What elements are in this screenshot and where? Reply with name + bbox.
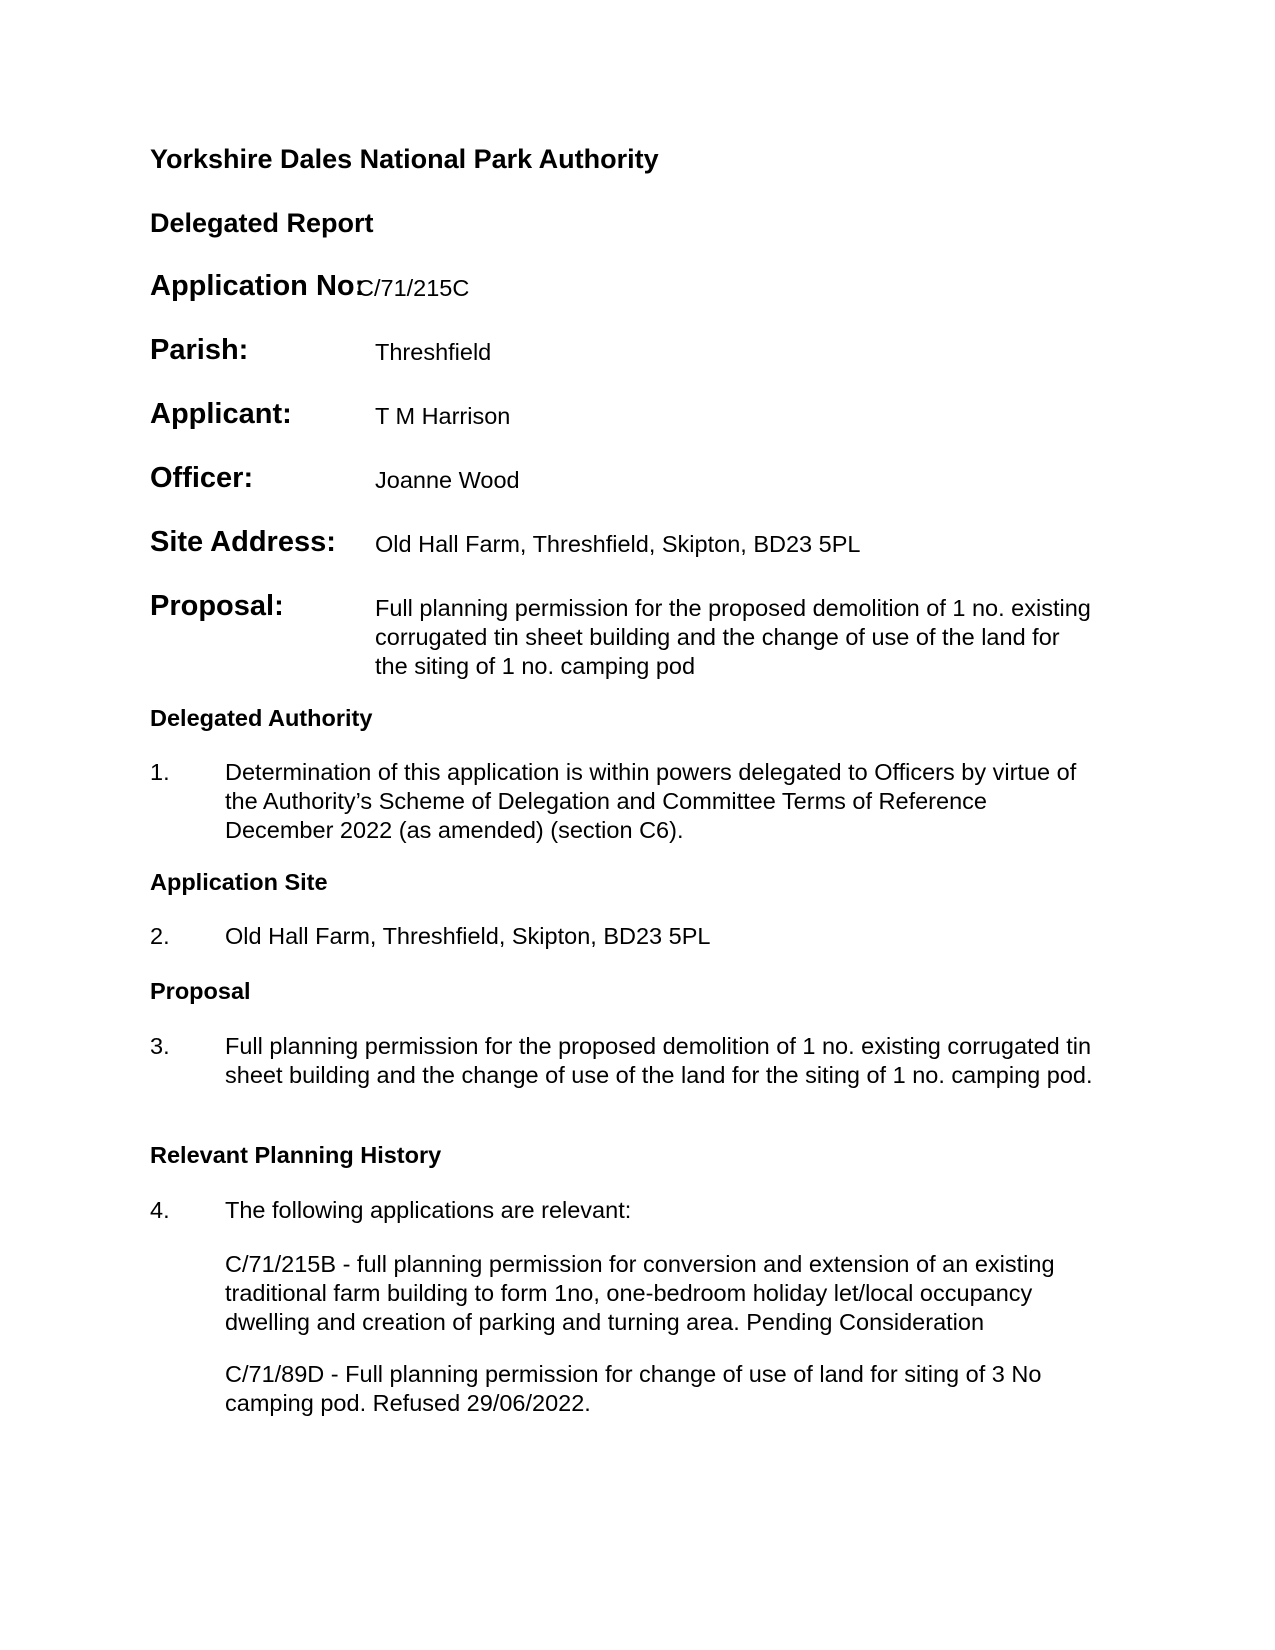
- planning-history-heading: Relevant Planning History: [150, 1142, 442, 1168]
- application-site-text: Old Hall Farm, Threshfield, Skipton, BD23 5PL: [225, 923, 711, 949]
- planning-history-item-2: C/71/89D - Full planning permission for change of use of land for siting of 3 No camping pod. Refused 29/06/2022.: [225, 1361, 1042, 1416]
- report-type-title: Delegated Report: [150, 208, 374, 238]
- delegated-authority-text: Determination of this application is within powers delegated to Officers by virtue of the Authority’s Scheme of Delegation and Committee Terms of Reference December 2022 (as amended) (section C6).: [225, 759, 1077, 843]
- proposal-label: Proposal:: [150, 590, 284, 622]
- officer-label: Officer:: [150, 462, 254, 494]
- applicant-label: Applicant:: [150, 398, 292, 430]
- proposal-text: Full planning permission for the proposed demolition of 1 no. existing corrugated tin sheet building and the change of use of the land for the siting of 1 no. camping pod.: [225, 1033, 1093, 1088]
- application-no-label: Application No:: [150, 270, 365, 302]
- site-address-value: Old Hall Farm, Threshfield, Skipton, BD23 5PL: [375, 531, 861, 557]
- planning-history-intro: The following applications are relevant:: [225, 1197, 632, 1223]
- paragraph-number-4: 4.: [150, 1197, 170, 1223]
- authority-title: Yorkshire Dales National Park Authority: [150, 144, 659, 174]
- paragraph-number-1: 1.: [150, 759, 170, 785]
- paragraph-number-3: 3.: [150, 1033, 170, 1059]
- proposal-value: Full planning permission for the proposed demolition of 1 no. existing corrugated tin sheet building and the change of use of the land for the siting of 1 no. camping pod: [375, 595, 1091, 679]
- paragraph-number-2: 2.: [150, 923, 170, 949]
- parish-value: Threshfield: [375, 339, 492, 365]
- applicant-value: T M Harrison: [375, 403, 511, 429]
- delegated-authority-heading: Delegated Authority: [150, 705, 373, 731]
- proposal-heading: Proposal: [150, 978, 251, 1004]
- officer-value: Joanne Wood: [375, 467, 520, 493]
- planning-history-item-1: C/71/215B - full planning permission for conversion and extension of an existing traditional farm building to form 1no, one-bedroom holiday let/local occupancy dwelling and creation of parking and turning area. Pending Consideration: [225, 1251, 1055, 1335]
- parish-label: Parish:: [150, 334, 249, 366]
- application-site-heading: Application Site: [150, 869, 328, 895]
- site-address-label: Site Address:: [150, 526, 336, 558]
- application-no-value: C/71/215C: [357, 275, 470, 301]
